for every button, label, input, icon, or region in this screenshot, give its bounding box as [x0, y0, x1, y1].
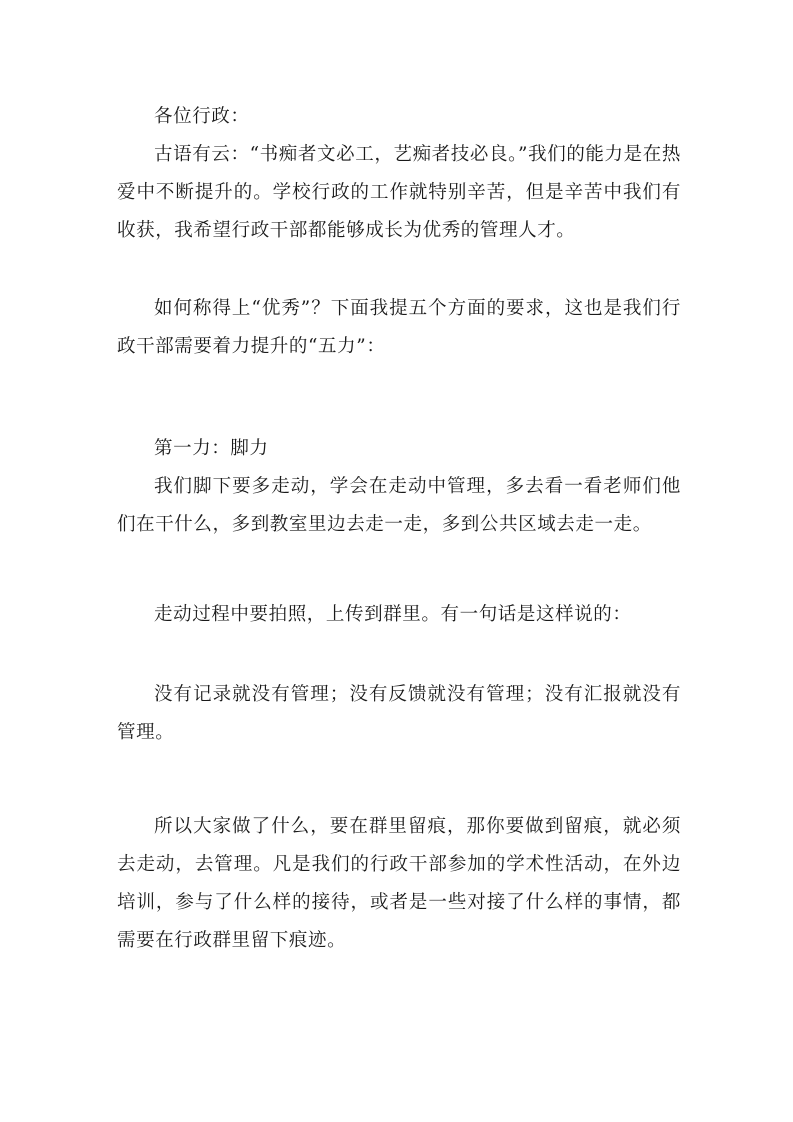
- heading-first-power: 第一力：脚力: [154, 438, 269, 459]
- paragraph-five-powers-intro: 如何称得上“优秀”？下面我提五个方面的要求，这也是我们行政干部需要着力提升的“五力”：: [117, 298, 681, 357]
- paragraph-intro: 古语有云：“书痴者文必工，艺痴者技必良。”我们的能力是在热爱中不断提升的。学校行政的工作就特别辛苦，但是辛苦中我们有收获，我希望行政干部都能够成长为优秀的管理人才。: [117, 144, 681, 241]
- paragraph-quote: 没有记录就没有管理；没有反馈就没有管理；没有汇报就没有管理。: [117, 684, 681, 743]
- paragraph-first-power-body: 我们脚下要多走动，学会在走动中管理，多去看一看老师们他们在干什么，多到教室里边去走一走，多到公共区域去走一走。: [117, 476, 681, 535]
- paragraph-salutation: 各位行政：: [154, 106, 250, 127]
- paragraph-photo-upload: 走动过程中要拍照，上传到群里。有一句话是这样说的：: [154, 604, 632, 625]
- paragraph-leave-trace: 所以大家做了什么，要在群里留痕，那你要做到留痕，就必须去走动，去管理。凡是我们的行政干部参加的学术性活动，在外边培训，参与了什么样的接待，或者是一些对接了什么样的事情，都需要在行政群里留下痕迹。: [117, 816, 681, 951]
